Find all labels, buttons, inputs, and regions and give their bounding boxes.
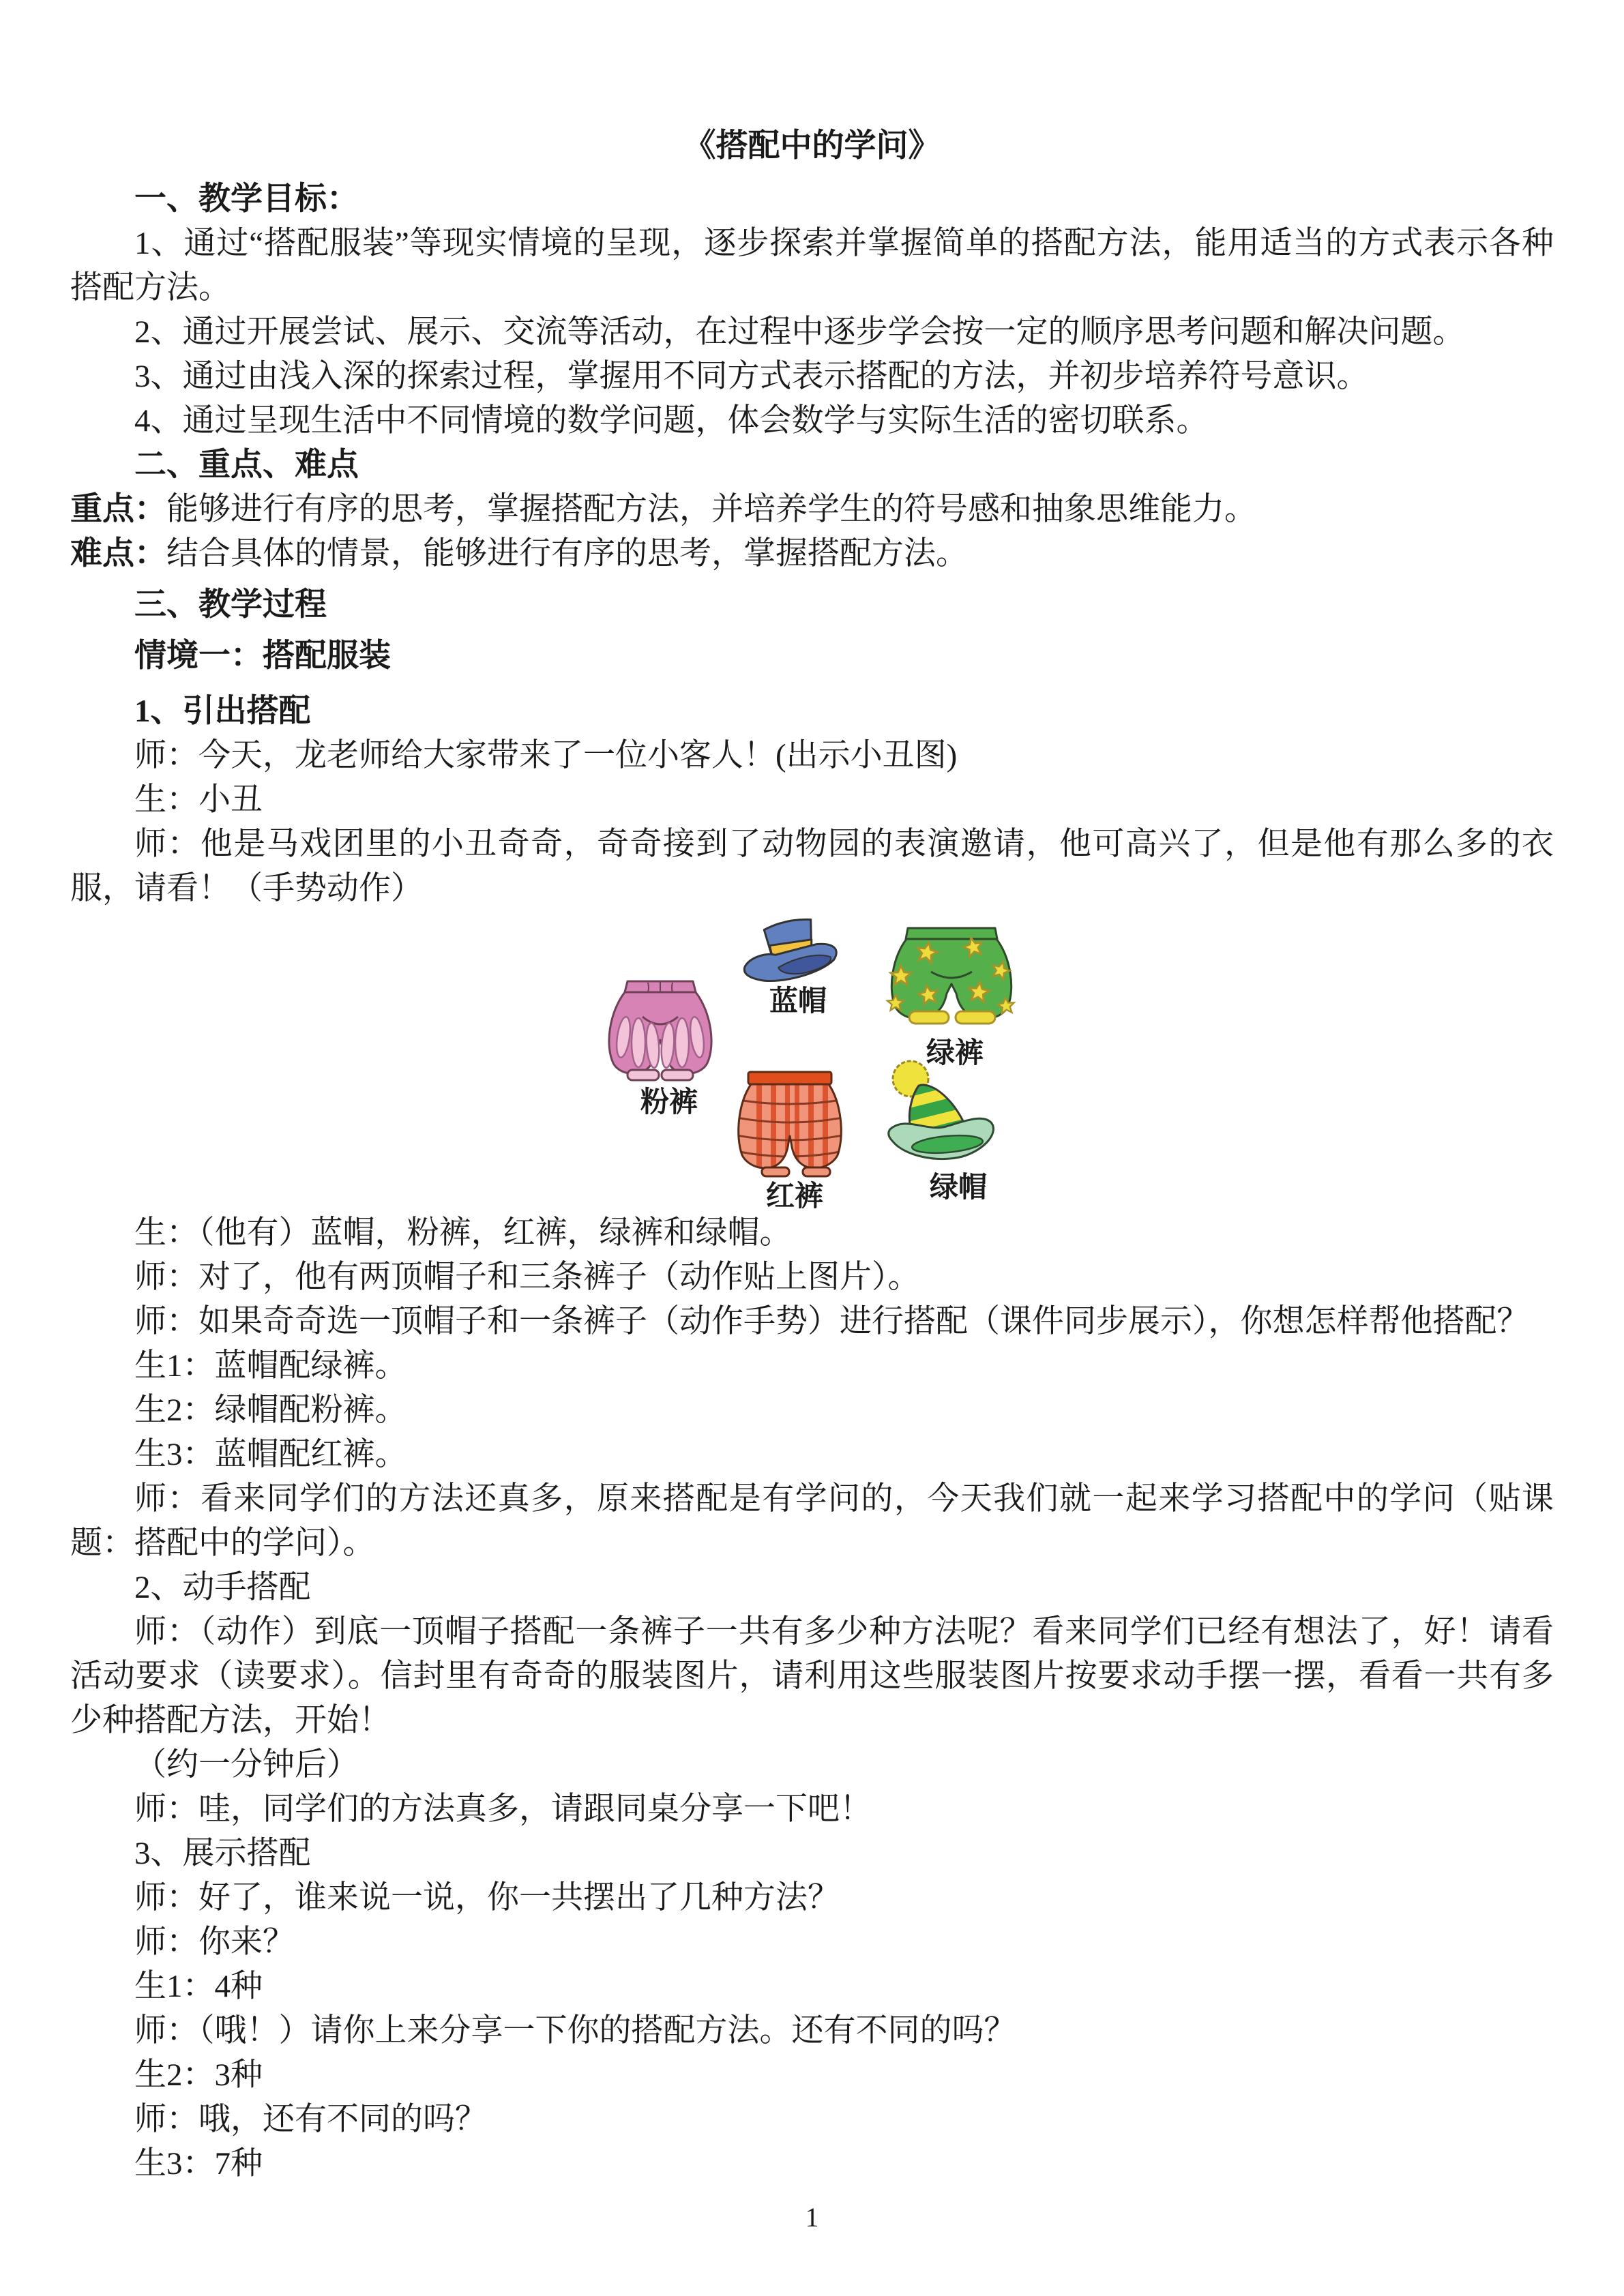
- difficult-point-label: 难点：: [70, 536, 166, 571]
- pink-pants-icon: [600, 974, 720, 1084]
- green-hat-illustration: [882, 1057, 998, 1166]
- dialogue-student-1: 生1：4种: [134, 1969, 263, 2004]
- dialogue-teacher: 师：（动作）到底一顶帽子搭配一条裤子一共有多少种方法呢？看来同学们已经有想法了，好！请看活动要求（读要求）。信封里有奇奇的服装图片，请利用这些服装图片按要求动手摆一摆，看看一共有多少种搭配方法，开始！: [70, 1614, 1554, 1738]
- dialogue-student-1: 生1：蓝帽配绿裤。: [134, 1348, 407, 1384]
- heading-key-difficult-points: 二、重点、难点: [134, 447, 359, 483]
- goal-item-4: 4、通过呈现生活中不同情境的数学问题，体会数学与实际生活的密切联系。: [134, 403, 1209, 438]
- green-pants-illustration: [883, 923, 1020, 1032]
- green-pants-label: 绿裤: [926, 1038, 984, 1069]
- dialogue-student-2: 生2：3种: [134, 2057, 263, 2093]
- dialogue-teacher: 师：（哦！）请你上来分享一下你的搭配方法。还有不同的吗？: [134, 2013, 1016, 2048]
- difficult-point-text: 结合具体的情景，能够进行有序的思考，掌握搭配方法。: [166, 536, 968, 571]
- key-point-line: [70, 488, 1554, 532]
- dialogue-teacher: 师：看来同学们的方法还真多，原来搭配是有学问的，今天我们就一起来学习搭配中的学问（贴课题：搭配中的学问）。: [70, 1481, 1554, 1561]
- dialogue-teacher: 师：他是马戏团里的小丑奇奇，奇奇接到了动物园的表演邀请，他可高兴了，但是他有那么多的衣服，请看！（手势动作）: [70, 826, 1554, 906]
- heading-step-1: 1、引出搭配: [134, 694, 311, 729]
- goal-item-2: 2、通过开展尝试、展示、交流等活动，在过程中逐步学会按一定的顺序思考问题和解决问题。: [134, 314, 1465, 350]
- dialogue-teacher: 师：今天，龙老师给大家带来了一位小客人！(出示小丑图): [134, 738, 958, 773]
- red-pants-illustration: [732, 1068, 848, 1178]
- dialogue-student-2: 生2：绿帽配粉裤。: [134, 1392, 407, 1428]
- page-number: 1: [805, 2202, 819, 2233]
- key-point-text: 能够进行有序的思考，掌握搭配方法，并培养学生的符号感和抽象思维能力。: [166, 492, 1256, 527]
- heading-teaching-process: 三、教学过程: [134, 587, 327, 623]
- document-body: [70, 121, 1554, 2186]
- heading-scenario-1: 情境一：搭配服装: [134, 638, 391, 674]
- pink-pants-label: 粉裤: [640, 1087, 698, 1118]
- pink-pants-illustration: [600, 974, 720, 1084]
- dialogue-teacher: 师：如果奇奇选一顶帽子和一条裤子（动作手势）进行搭配（课件同步展示），你想怎样帮他搭配？: [134, 1304, 1529, 1339]
- dialogue-student-3: 生3：7种: [134, 2146, 263, 2181]
- stage-note: （约一分钟后）: [134, 1747, 359, 1783]
- dialogue-teacher: 师：好了，谁来说一说，你一共摆出了几种方法？: [134, 1880, 840, 1915]
- green-hat-label: 绿帽: [929, 1172, 987, 1204]
- dialogue-teacher: 师：哦，还有不同的吗？: [134, 2102, 487, 2137]
- red-pants-icon: [732, 1068, 848, 1178]
- green-pants-icon: [883, 923, 1020, 1032]
- dialogue-teacher: 师：哇，同学们的方法真多，请跟同桌分享一下吧！: [134, 1791, 872, 1827]
- clothes-figure: [587, 911, 1037, 1211]
- difficult-point-line: [70, 532, 1554, 576]
- blue-hat-illustration: [738, 916, 846, 988]
- dialogue-student: 生：（他有）蓝帽，粉裤，红裤，绿裤和绿帽。: [134, 1215, 792, 1251]
- blue-hat-icon: [738, 916, 846, 988]
- dialogue-student: 生：小丑: [134, 782, 263, 818]
- heading-teaching-goals: 一、教学目标：: [134, 181, 359, 217]
- blue-hat-label: 蓝帽: [769, 986, 827, 1017]
- key-point-label: 重点：: [70, 492, 166, 527]
- dialogue-teacher: 师：对了，他有两顶帽子和三条裤子（动作贴上图片）。: [134, 1259, 920, 1295]
- goal-item-1: 1、通过“搭配服装”等现实情境的呈现，逐步探索并掌握简单的搭配方法，能用适当的方式表示各种搭配方法。: [70, 226, 1554, 305]
- page-title: 《搭配中的学问》: [683, 128, 941, 164]
- dialogue-teacher: 师：你来？: [134, 1924, 295, 1960]
- heading-step-3: 3、展示搭配: [134, 1836, 311, 1871]
- red-pants-label: 红裤: [765, 1181, 823, 1212]
- dialogue-student-3: 生3：蓝帽配红裤。: [134, 1437, 407, 1472]
- heading-step-2: 2、动手搭配: [134, 1570, 311, 1605]
- goal-item-3: 3、通过由浅入深的探索过程，掌握用不同方式表示搭配的方法，并初步培养符号意识。: [134, 359, 1369, 394]
- green-hat-icon: [882, 1057, 998, 1166]
